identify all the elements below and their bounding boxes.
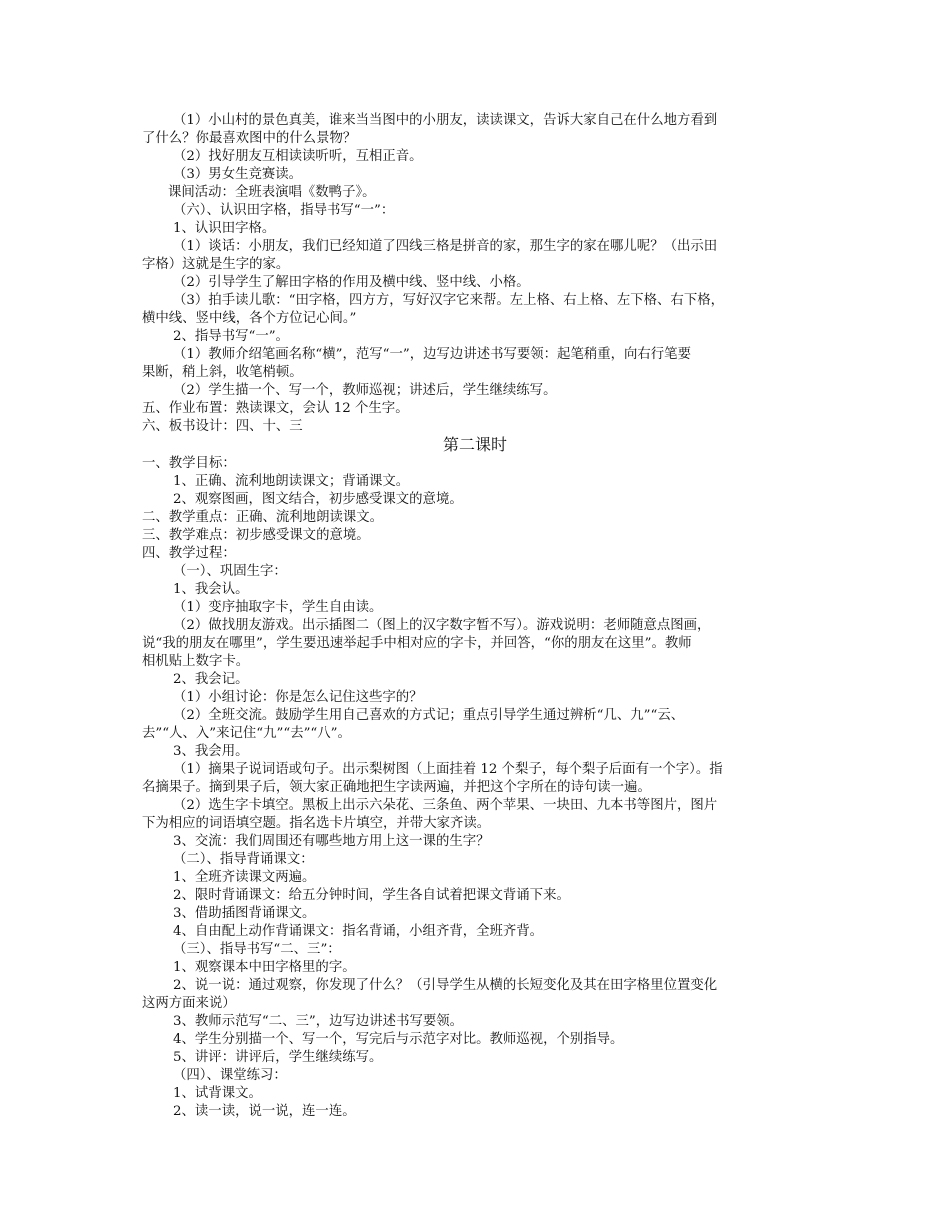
text-line: 2、读一读，说一说，连一连。 bbox=[173, 1104, 356, 1119]
text-line: 说“我的朋友在哪里”，学生要迅速举起手中相对应的字卡，并回答，“你的朋友在这里”。教师 bbox=[142, 636, 692, 651]
text-line: （2）全班交流。鼓励学生用自己喜欢的方式记；重点引导学生通过辨析“几、九”“云、 bbox=[173, 708, 685, 723]
text-line: 2、指导书写“一”。 bbox=[173, 329, 289, 344]
text-line: 1、我会认。 bbox=[173, 582, 249, 597]
text-line: （一）、巩固生字： bbox=[173, 564, 287, 579]
text-line: 字格）这就是生字的家。 bbox=[142, 257, 290, 272]
text-line: （1）变序抽取字卡，学生自由读。 bbox=[173, 600, 383, 615]
text-line: 2、观察图画，图文结合，初步感受课文的意境。 bbox=[173, 492, 463, 507]
text-line: 4、学生分别描一个、写一个，写完后与示范字对比。教师巡视，个别指导。 bbox=[173, 1032, 624, 1047]
text-line: 2、限时背诵课文：给五分钟时间，学生各自试着把课文背诵下来。 bbox=[173, 888, 570, 903]
text-line: 二、教学重点：正确、流利地朗读课文。 bbox=[142, 510, 384, 525]
text-line: 一、教学目标： bbox=[142, 456, 236, 471]
text-line: （1）小山村的景色真美，谁来当当图中的小朋友，读读课文，告诉大家自己在什么地方看到 bbox=[173, 113, 718, 128]
text-line: 果断，稍上斜，收笔梢顿。 bbox=[142, 365, 303, 380]
text-line: （1）谈话：小朋友，我们已经知道了四线三格是拼音的家，那生字的家在哪儿呢？（出示田 bbox=[173, 239, 718, 254]
text-line: 相机贴上数字卡。 bbox=[142, 654, 250, 669]
text-line: （3）男女生竞赛读。 bbox=[173, 167, 303, 182]
text-line: 1、认识田字格。 bbox=[173, 221, 276, 236]
text-line: （2）选生字卡填空。黑板上出示六朵花、三条鱼、两个苹果、一块田、九本书等图片，图片 bbox=[173, 798, 718, 813]
text-line: 四、教学过程： bbox=[142, 546, 236, 561]
text-line: 2、我会记。 bbox=[173, 672, 249, 687]
text-line: 5、讲评：讲评后，学生继续练写。 bbox=[173, 1050, 383, 1065]
text-line: 下为相应的词语填空题。指名选卡片填空，并带大家齐读。 bbox=[142, 816, 491, 831]
text-line: 这两方面来说） bbox=[142, 996, 236, 1011]
text-line: （3）拍手读儿歌：“田字格，四方方，写好汉字它来帮。左上格、右上格、左下格、右下格， bbox=[173, 293, 724, 308]
text-line: 去”“人、入”来记住“九”“去”“八”。 bbox=[142, 726, 351, 741]
text-line: 1、试背课文。 bbox=[173, 1086, 262, 1101]
text-line: （二）、指导背诵课文： bbox=[173, 852, 314, 867]
text-line: 三、教学难点：初步感受课文的意境。 bbox=[142, 528, 370, 543]
text-line: （2）找好朋友互相读读听听，互相正音。 bbox=[173, 149, 423, 164]
text-line: 4、自由配上动作背诵课文：指名背诵，小组齐背，全班齐背。 bbox=[173, 924, 544, 939]
text-line: （1）教师介绍笔画名称“横”，范写“一”，边写边讲述书写要领：起笔稍重，向右行笔要 bbox=[173, 347, 691, 362]
text-line: （六）、认识田字格，指导书写“一”： bbox=[173, 203, 395, 218]
text-line: 横中线、竖中线，各个方位记心间。” bbox=[142, 311, 357, 326]
text-line: （四）、课堂练习： bbox=[173, 1068, 287, 1083]
text-line: （2）学生描一个、写一个，教师巡视；讲述后，学生继续练写。 bbox=[173, 383, 557, 398]
text-line: 1、观察课本中田字格里的字。 bbox=[173, 960, 356, 975]
text-line: 名摘果子。摘到果子后，领大家正确地把生字读两遍，并把这个字所在的诗句读一遍。 bbox=[142, 780, 651, 795]
text-line: 3、我会用。 bbox=[173, 744, 249, 759]
section-title: 第二课时 bbox=[442, 435, 507, 454]
text-line: 2、说一说：通过观察，你发现了什么？（引导学生从横的长短变化及其在田字格里位置变化 bbox=[173, 978, 718, 993]
text-line: 了什么？你最喜欢图中的什么景物？ bbox=[142, 131, 357, 146]
text-line: （2）引导学生了解田字格的作用及横中线、竖中线、小格。 bbox=[173, 275, 530, 290]
text-line: （三）、指导书写“二、三”： bbox=[173, 942, 341, 957]
text-line: （2）做找朋友游戏。出示插图二（图上的汉字数字暂不写）。游戏说明：老师随意点图画， bbox=[173, 618, 711, 633]
text-line: 六、板书设计：四、十、三 bbox=[142, 419, 303, 434]
text-line: 3、教师示范写“二、三”，边写边讲述书写要领。 bbox=[173, 1014, 464, 1029]
text-line: 五、作业布置：熟读课文，会认 12 个生字。 bbox=[142, 401, 409, 416]
text-line: （1）摘果子说词语或句子。出示梨树图（上面挂着 12 个梨子，每个梨子后面有一个字）。指 bbox=[173, 762, 723, 777]
text-line: （1）小组讨论：你是怎么记住这些字的？ bbox=[173, 690, 423, 705]
text-line: 1、正确、流利地朗读课文；背诵课文。 bbox=[173, 474, 410, 489]
text-line: 3、借助插图背诵课文。 bbox=[173, 906, 316, 921]
text-line: 3、交流：我们周围还有哪些地方用上这一课的生字？ bbox=[173, 834, 490, 849]
text-line: 课间活动：全班表演唱《数鸭子》。 bbox=[168, 185, 376, 200]
text-line: 1、全班齐读课文两遍。 bbox=[173, 870, 316, 885]
